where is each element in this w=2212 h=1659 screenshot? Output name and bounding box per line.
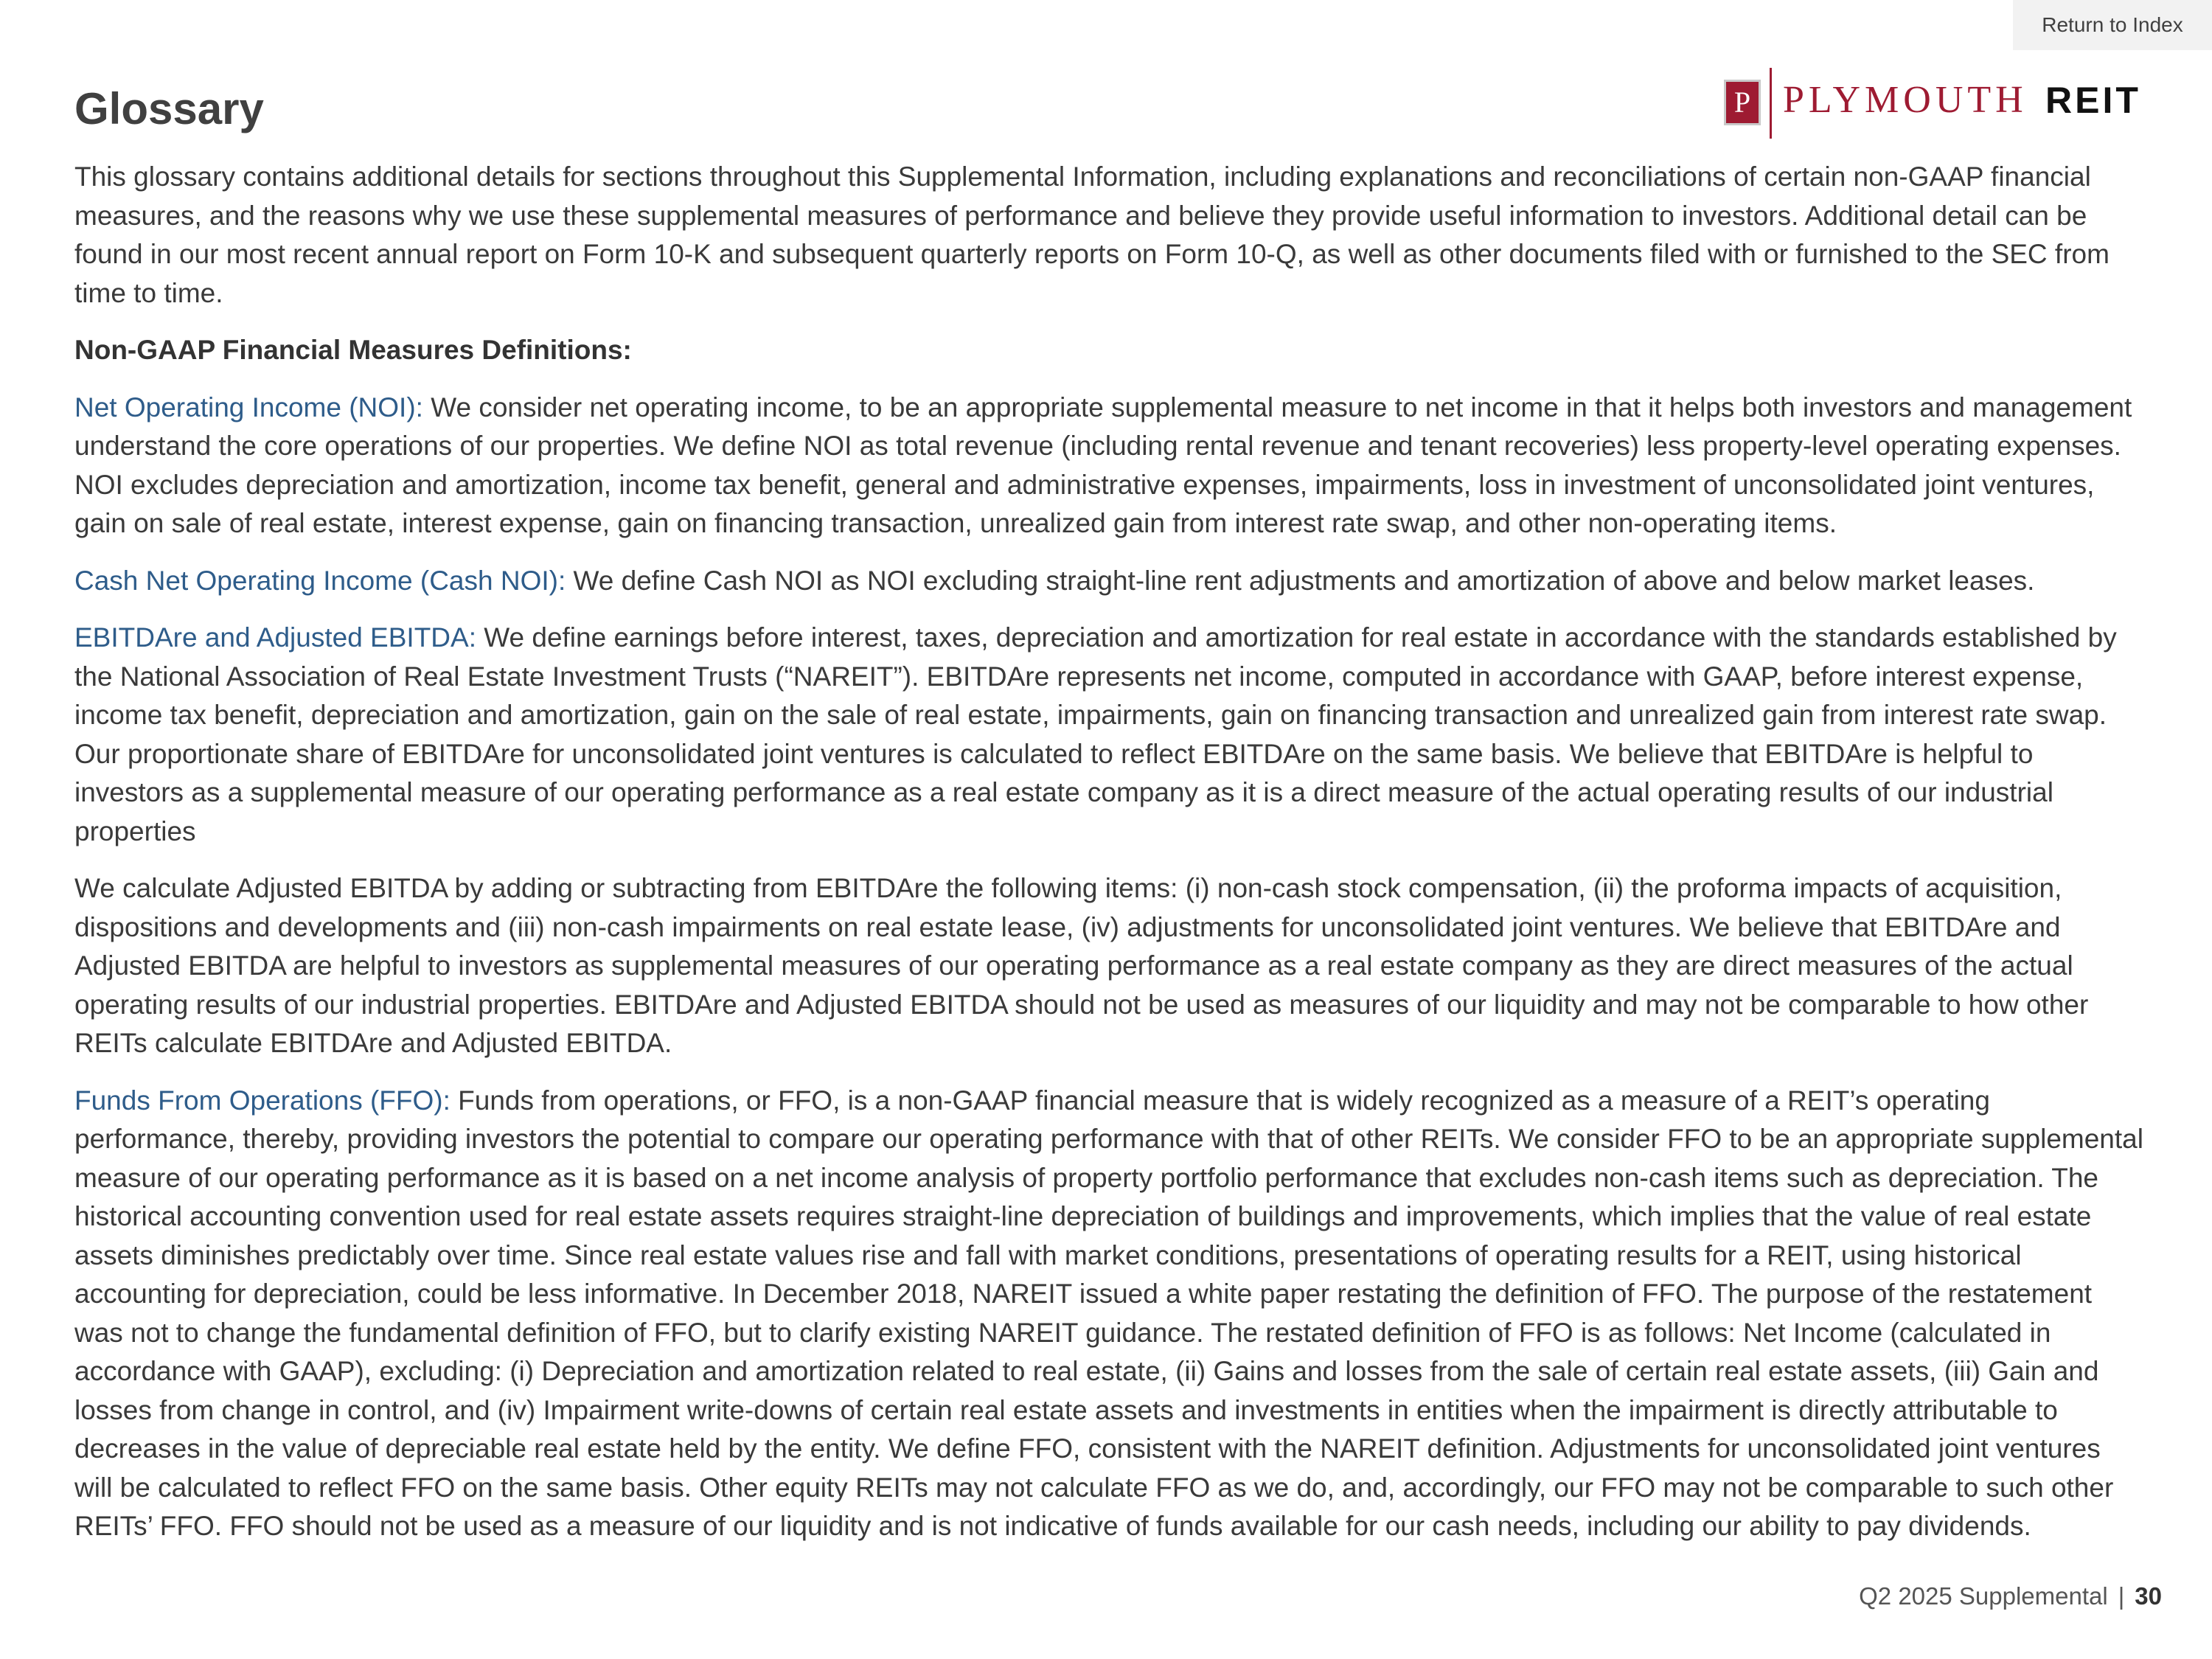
page-number: 30 [2135,1582,2162,1610]
intro-paragraph: This glossary contains additional details for sections throughout this Supplemental Information, including explanations and reconciliations of certain non-GAAP financial measures, and the reasons why we use these supplemental measures of performance and believe they provide useful information to investors. Additional detail can be found in our most recent annual report on Form 10-K and subsequent quarterly reports on Form 10-Q, as well as other documents filed with or furnished to the SEC from time to time. [74,161,2110,308]
return-to-index-button[interactable]: Return to Index [2013,0,2212,50]
adjusted-ebitda-paragraph: We calculate Adjusted EBITDA by adding or subtracting from EBITDAre the following items: (i) non-cash stock compensation, (ii) the proforma impacts of acquisition, dispositions and developments and (iii) non-cash impairments on real estate lease, (iv) adjustments for unconsolidated joint ventures. We believe that EBITDAre and Adjusted EBITDA are helpful to investors as supplemental measures of our operating performance as a real estate company as they are direct measures of the actual operating results of our industrial properties. EBITDAre and Adjusted EBITDA should not be used as measures of our liquidity and may not be comparable to how other REITs calculate EBITDAre and Adjusted EBITDA. [74,873,2089,1058]
definition-ebitdare [74,619,2143,851]
definition-cash-noi [74,562,2143,601]
plymouth-reit-logo [1724,68,2152,142]
footer-separator: | [2118,1582,2125,1610]
footer-label: Q2 2025 Supplemental [1859,1582,2108,1610]
term-noi: Net Operating Income (NOI): [74,392,423,422]
definition-ebitdare-text: We define earnings before interest, taxes, depreciation and amortization for real estate in accordance with the standards established by the National Association of Real Estate Investment Trusts (“NAREIT”). EBITDAre represents net income, computed in accordance with GAAP, before interest expense, income tax benefit, depreciation and amortization, gain on the sale of real estate, impairments, gain on financing transaction and unrealized gain from interest rate swap. Our proportionate share of EBITDAre for unconsolidated joint ventures is calculated to reflect EBITDAre on the same basis. We believe that EBITDAre is helpful to investors as a supplemental measure of our operating performance as a real estate company as it is a direct measure of the actual operating results of our industrial properties [74,622,2117,846]
definition-cash-noi-text: We define Cash NOI as NOI excluding straight-line rent adjustments and amortization of above and below market leases. [566,565,2035,596]
logo-suffix: REIT [2045,80,2141,121]
glossary-content [74,158,2143,1565]
logo-wordmark: PLYMOUTH [1783,79,2028,121]
definition-ffo [74,1082,2143,1546]
definition-noi [74,389,2143,543]
definition-ffo-text: Funds from operations, or FFO, is a non-GAAP financial measure that is widely recognized as a measure of a REIT’s operating performance, thereby, providing investors the potential to compare our operating performance with that of other REITs. We consider FFO to be an appropriate supplemental measure of our operating performance as it is based on a net income analysis of property portfolio performance that excludes non-cash items such as depreciation. The historical accounting convention used for real estate assets requires straight-line depreciation of buildings and improvements, which implies that the value of real estate assets diminishes predictably over time. Since real estate values rise and fall with market conditions, presentations of operating results for a REIT, using historical accounting for depreciation, could be less informative. In December 2018, NAREIT issued a white paper restating the definition of FFO. The purpose of the restatement was not to change the fundamental definition of FFO, but to clarify existing NAREIT guidance. The restated definition of FFO is as follows: Net Income (calculated in accordance with GAAP), excluding: (i) Depreciation and amortization related to real estate, (ii) Gains and losses from the sale of certain real estate assets, (iii) Gain and losses from change in control, and (iv) Impairment write-downs of certain real estate assets and investments in entities when the impairment is directly attributable to decreases in the value of depreciable real estate held by the entity. We define FFO, consistent with the NAREIT definition. Adjustments for unconsolidated joint ventures will be calculated to reflect FFO on the same basis. Other equity REITs may not calculate FFO as we do, and, accordingly, our FFO may not be comparable to such other REITs’ FFO. FFO should not be used as a measure of our liquidity and is not indicative of funds available for our cash needs, including our ability to pay dividends. [74,1085,2143,1541]
term-cash-noi: Cash Net Operating Income (Cash NOI): [74,565,566,596]
logo-divider [1770,68,1772,139]
page-title: Glossary [74,84,264,133]
page-footer [1859,1580,2162,1613]
section-heading: Non-GAAP Financial Measures Definitions: [74,335,632,365]
definition-noi-text: We consider net operating income, to be an appropriate supplemental measure to net income in that it helps both investors and management understand the core operations of our properties. We define NOI as total revenue (including rental revenue and tenant recoveries) less property-level operating expenses. NOI excludes depreciation and amortization, income tax benefit, general and administrative expenses, impairments, loss in investment of unconsolidated joint ventures, gain on sale of real estate, interest expense, gain on financing transaction, unrealized gain from interest rate swap, and other non-operating items. [74,392,2132,538]
logo-monogram: P [1724,80,1761,125]
term-ebitdare: EBITDAre and Adjusted EBITDA: [74,622,476,653]
term-ffo: Funds From Operations (FFO): [74,1085,451,1116]
